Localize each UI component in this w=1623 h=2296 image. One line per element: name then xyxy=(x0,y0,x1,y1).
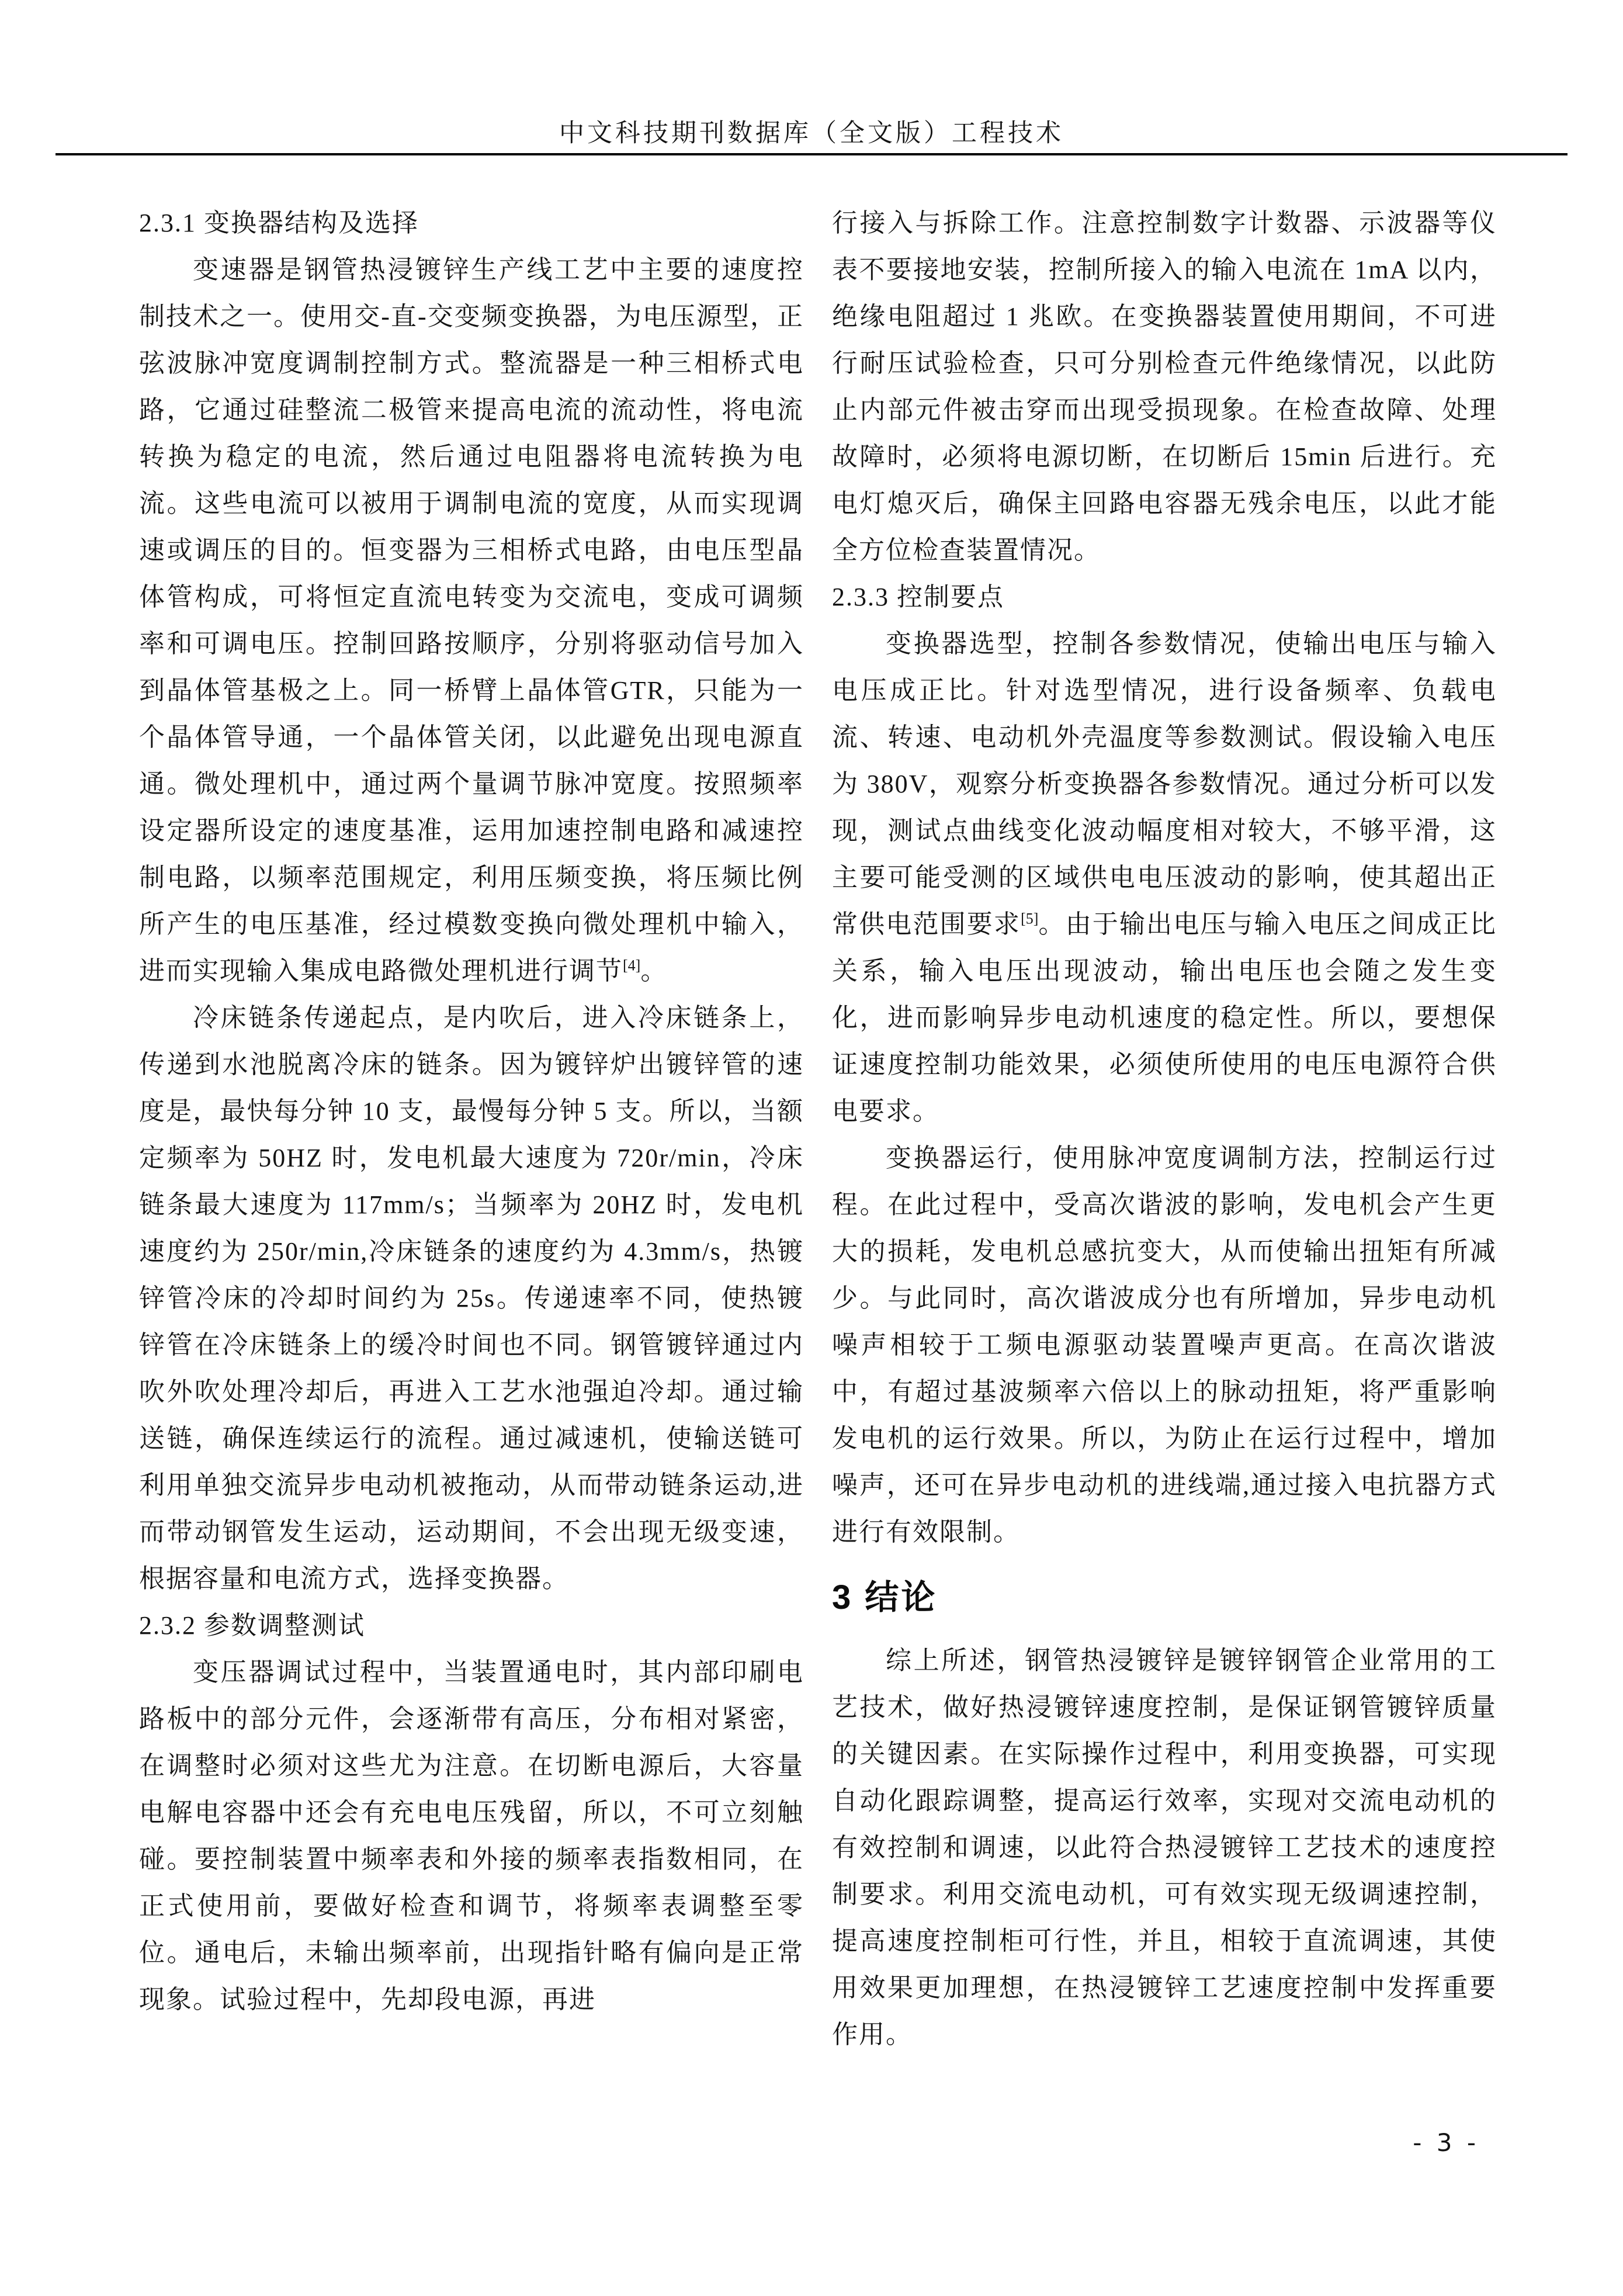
section-heading: 2.3.1 变换器结构及选择 xyxy=(139,209,419,237)
page-number: - 3 - xyxy=(1413,2128,1479,2157)
paragraph xyxy=(832,200,1497,574)
left-column xyxy=(139,200,804,2058)
paragraph xyxy=(139,247,804,995)
paragraph-text: 变压器调试过程中，当装置通电时，其内部印刷电路板中的部分元件，会逐渐带有高压，分布相对紧密，在调整时必须对这些尤为注意。在切断电源后，大容量电解电容器中还会有充电电压残留，所以，不可立刻触碰。要控制装置中频率表和外接的频率表指数相同，在正式使用前，要做好检查和调节，将频率表调整至零位。通电后，未输出频率前，出现指针略有偏向是正常现象。试验过程中，先却段电源，再进 xyxy=(139,1658,804,2014)
paragraph xyxy=(139,995,804,1602)
journal-header-title: 中文科技期刊数据库（全文版）工程技术 xyxy=(559,120,1064,147)
header-divider xyxy=(56,153,1567,155)
paragraph-text: 冷床链条传递起点，是内吹后，进入冷床链条上，传递到水池脱离冷床的链条。因为镀锌炉出镀锌管的速度是，最快每分钟 10 支，最慢每分钟 5 支。所以，当额定频率为 50HZ 时，发电机最大速度为 720r/min，冷床链条最大速度为 117mm/s；当频率为 20HZ 时，发电机速度约为 250r/min,冷床链条的速度约为 4.3mm/s，热镀锌管冷床的冷却时间约为 25s。传递速率不同，使热镀锌管在冷床链条上的缓冷时间也不同。钢管镀锌通过内吹外吹处理冷却后，再进入工艺水池强迫冷却。通过输送链，确保连续运行的流程。通过减速机，使输送链可利用单独交流异步电动机被拖动，从而带动链条运动,进而带动钢管发生运动，运动期间，不会出现无级变速，根据容量和电流方式，选择变换器。 xyxy=(139,1003,804,1593)
paragraph xyxy=(832,621,1497,1135)
paragraph-text: 。由于输出电压与输入电压之间成正比关系，输入电压出现波动，输出电压也会随之发生变化，进而影响异步电动机速度的稳定性。所以，要想保证速度控制功能效果，必须使所使用的电压电源符合供电要求。 xyxy=(832,910,1497,1126)
paragraph-text: 变换器运行，使用脉冲宽度调制方法，控制运行过程。在此过程中，受高次谐波的影响，发电机会产生更大的损耗，发电机总感抗变大，从而使输出扭矩有所减少。与此同时，高次谐波成分也有所增加，异步电动机噪声相较于工频电源驱动装置噪声更高。在高次谐波中，有超过基波频率六倍以上的脉动扭矩，将严重影响发电机的运行效果。所以，为防止在运行过程中，增加噪声，还可在异步电动机的进线端,通过接入电抗器方式进行有效限制。 xyxy=(832,1144,1497,1546)
paragraph xyxy=(139,1649,804,2023)
paragraph-text: 。 xyxy=(640,957,668,985)
paragraph-text: 行接入与拆除工作。注意控制数字计数器、示波器等仪表不要接地安装，控制所接入的输入电流在 1mA 以内，绝缘电阻超过 1 兆欧。在变换器装置使用期间，不可进行耐压试验检查，只可分别检查元件绝缘情况，以此防止内部元件被击穿而出现受损现象。在检查故障、处理故障时，必须将电源切断，在切断后 15min 后进行。充电灯熄灭后，确保主回路电容器无残余电压，以此才能全方位检查装置情况。 xyxy=(832,209,1497,565)
reference-superscript: [5] xyxy=(1021,910,1039,927)
paragraph xyxy=(832,1637,1497,2058)
paragraph-text: 综上所述，钢管热浸镀锌是镀锌钢管企业常用的工艺技术，做好热浸镀锌速度控制，是保证钢管镀锌质量的关键因素。在实际操作过程中，利用变换器，可实现自动化跟踪调整，提高运行效率，实现对交流电动机的有效控制和调速，以此符合热浸镀锌工艺技术的速度控制要求。利用交流电动机，可有效实现无级调速控制，提高速度控制柜可行性，并且，相较于直流调速，其使用效果更加理想，在热浸镀锌工艺速度控制中发挥重要作用。 xyxy=(832,1646,1497,2049)
conclusion-heading: 3 结论 xyxy=(832,1578,938,1616)
section-heading: 2.3.3 控制要点 xyxy=(832,583,1004,611)
paragraph-text: 变换器选型，控制各参数情况，使输出电压与输入电压成正比。针对选型情况，进行设备频率、负载电流、转速、电动机外壳温度等参数测试。假设输入电压为 380V，观察分析变换器各参数情况。通过分析可以发现，测试点曲线变化波动幅度相对较大，不够平滑，这主要可能受测的区域供电电压波动的影响，使其超出正常供电范围要求 xyxy=(832,629,1497,939)
right-column xyxy=(832,200,1497,2058)
paragraph xyxy=(832,1135,1497,1556)
section-heading: 2.3.2 参数调整测试 xyxy=(139,1611,365,1640)
reference-superscript: [4] xyxy=(623,957,641,974)
paragraph-text: 变速器是钢管热浸镀锌生产线工艺中主要的速度控制技术之一。使用交-直-交变频变换器，为电压源型，正弦波脉冲宽度调制控制方式。整流器是一种三相桥式电路，它通过硅整流二极管来提高电流的流动性，将电流转换为稳定的电流，然后通过电阻器将电流转换为电流。这些电流可以被用于调制电流的宽度，从而实现调速或调压的目的。恒变器为三相桥式电路，由电压型晶体管构成，可将恒定直流电转变为交流电，变成可调频率和可调电压。控制回路按顺序，分别将驱动信号加入到晶体管基极之上。同一桥臂上晶体管GTR，只能为一个晶体管导通，一个晶体管关闭，以此避免出现电源直通。微处理机中，通过两个量调节脉冲宽度。按照频率设定器所设定的速度基准，运用加速控制电路和减速控制电路，以频率范围规定，利用压频变换，将压频比例所产生的电压基准，经过模数变换向微处理机中输入，进而实现输入集成电路微处理机进行调节 xyxy=(139,255,804,985)
two-column-body xyxy=(139,200,1497,2058)
